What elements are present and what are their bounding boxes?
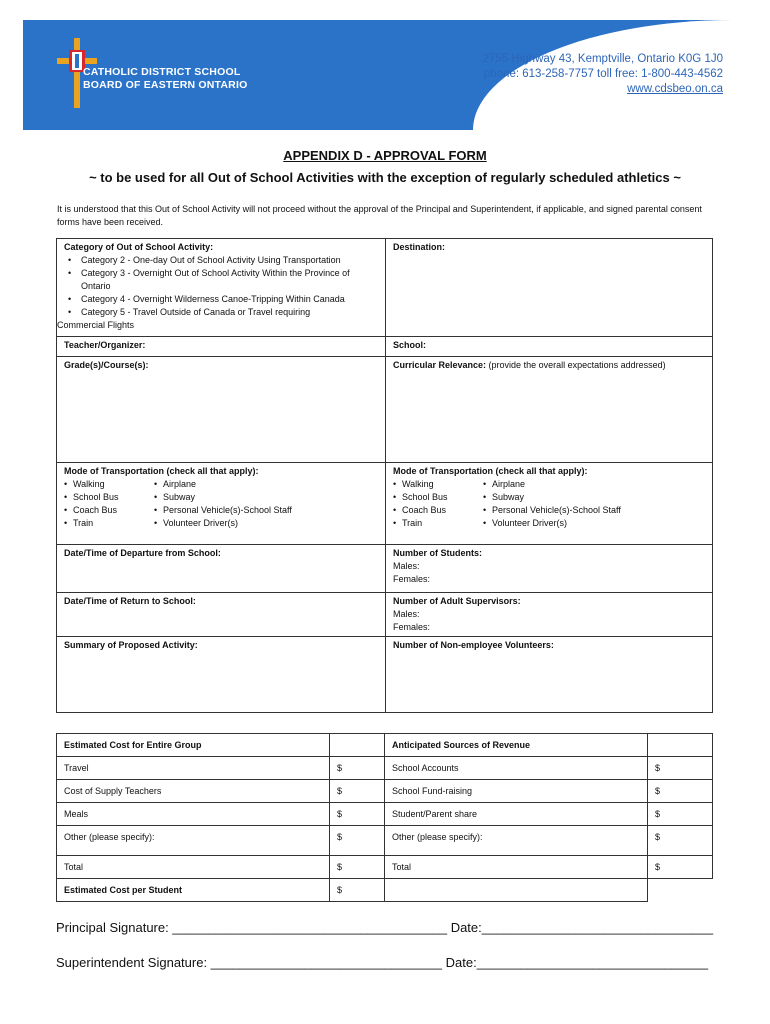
transport-option: • Personal Vehicle(s)-School Staff xyxy=(483,504,621,517)
revenue-amount-field[interactable]: $ xyxy=(648,826,713,856)
transport-cell-left[interactable]: Mode of Transportation (check all that apply): • Walking • School Bus • Coach Bus • Train • Airplane • Subway • Personal Vehicle(s)-School Staff • Volunteer Driver(s) xyxy=(57,463,386,545)
transport-option: • School Bus xyxy=(393,491,483,504)
summary-cell[interactable]: Summary of Proposed Activity: xyxy=(57,637,386,713)
revenue-label: Total xyxy=(385,856,648,879)
category-item: • Category 4 - Overnight Wilderness Canoe-Tripping Within Canada xyxy=(64,293,378,306)
revenue-label: School Fund-raising xyxy=(385,780,648,803)
transport-option: • Walking xyxy=(393,478,483,491)
cost-label: Other (please specify): xyxy=(57,826,330,856)
superintendent-signature-line[interactable]: Superintendent Signature: ________________________________ Date:________________________________ xyxy=(56,955,709,970)
cost-label: Meals xyxy=(57,803,330,826)
activity-details-table xyxy=(56,238,713,713)
cost-label: Travel xyxy=(57,757,330,780)
transport-option: • Volunteer Driver(s) xyxy=(483,517,621,530)
revenue-amount-field[interactable]: $ xyxy=(648,856,713,879)
revenue-amount-field[interactable]: $ xyxy=(648,803,713,826)
form-subtitle: ~ to be used for all Out of School Activities with the exception of regularly scheduled athletics ~ xyxy=(89,170,681,185)
transport-option: • School Bus xyxy=(64,491,154,504)
return-cell[interactable]: Date/Time of Return to School: xyxy=(57,593,386,637)
transport-cell-right[interactable]: Mode of Transportation (check all that apply): • Walking • School Bus • Coach Bus • Train • Airplane • Subway • Personal Vehicle(s)-School Staff • Volunteer Driver(s) xyxy=(386,463,713,545)
curricular-cell[interactable]: Curricular Relevance: (provide the overall expectations addressed) xyxy=(386,357,713,463)
cost-amount-field[interactable]: $ xyxy=(330,856,385,879)
transport-option: • Airplane xyxy=(483,478,621,491)
intro-text: It is understood that this Out of School Activity will not proceed without the approval of the Principal and Superintendent, if applicable, and signed parental consent forms have been received. xyxy=(57,204,702,227)
form-title: APPENDIX D - APPROVAL FORM xyxy=(283,148,487,163)
destination-cell[interactable]: Destination: xyxy=(386,239,713,337)
grades-cell[interactable]: Grade(s)/Course(s): xyxy=(57,357,386,463)
cost-header: Estimated Cost for Entire Group xyxy=(57,734,330,757)
category-item: • Category 3 - Overnight Out of School Activity Within the Province of Ontario xyxy=(64,267,378,293)
principal-signature-line[interactable]: Principal Signature: ______________________________________ Date:________________________________ xyxy=(56,920,714,935)
cost-amount-field[interactable]: $ xyxy=(330,826,385,856)
per-student-label: Estimated Cost per Student xyxy=(57,879,330,902)
board-name: CATHOLIC DISTRICT SCHOOL BOARD OF EASTERN ONTARIO xyxy=(83,66,248,91)
revenue-amount-field[interactable]: $ xyxy=(648,757,713,780)
category-cell[interactable]: Category of Out of School Activity: • Category 2 - One-day Out of School Activity Using Transportation • Category 3 - Overnight Out of School Activity Within the Province of Ontario • Category 4 - Overnight Wilderness Canoe-Tripping Within Canada • Category 5 - Travel Outside of Canada or Travel requiring Commercial Flights xyxy=(57,239,386,337)
cost-label: Total xyxy=(57,856,330,879)
revenue-label: Student/Parent share xyxy=(385,803,648,826)
transport-option: • Coach Bus xyxy=(64,504,154,517)
cost-label: Cost of Supply Teachers xyxy=(57,780,330,803)
volunteers-cell[interactable]: Number of Non-employee Volunteers: xyxy=(386,637,713,713)
letterhead xyxy=(23,20,747,130)
revenue-label: Other (please specify): xyxy=(385,826,648,856)
cost-amount-field[interactable]: $ xyxy=(330,803,385,826)
school-cell[interactable]: School: xyxy=(386,337,713,357)
address: 2755 Highway 43, Kemptville, Ontario K0G 1J0 xyxy=(482,53,723,65)
phone: phone: 613-258-7757 toll free: 1-800-443-4562 xyxy=(483,68,723,80)
revenue-label: School Accounts xyxy=(385,757,648,780)
website-link[interactable]: www.cdsbeo.on.ca xyxy=(627,83,723,95)
transport-option: • Personal Vehicle(s)-School Staff xyxy=(154,504,292,517)
revenue-amount-field[interactable]: $ xyxy=(648,780,713,803)
per-student-amount-field[interactable]: $ xyxy=(330,879,385,902)
adult-supervisors-cell[interactable]: Number of Adult Supervisors: Males: Females: xyxy=(386,593,713,637)
category-item: • Category 5 - Travel Outside of Canada or Travel requiring xyxy=(64,306,378,319)
transport-option: • Subway xyxy=(483,491,621,504)
teacher-cell[interactable]: Teacher/Organizer: xyxy=(57,337,386,357)
transport-option: • Subway xyxy=(154,491,292,504)
departure-cell[interactable]: Date/Time of Departure from School: xyxy=(57,545,386,593)
transport-option: • Train xyxy=(393,517,483,530)
cost-amount-field[interactable]: $ xyxy=(330,757,385,780)
transport-option: • Walking xyxy=(64,478,154,491)
category-list xyxy=(64,254,378,319)
transport-option: • Train xyxy=(64,517,154,530)
category-trail: Commercial Flights xyxy=(57,320,135,330)
category-item: • Category 2 - One-day Out of School Activity Using Transportation xyxy=(64,254,378,267)
students-cell[interactable]: Number of Students: Males: Females: xyxy=(386,545,713,593)
contact-block xyxy=(483,52,723,97)
cost-amount-field[interactable]: $ xyxy=(330,780,385,803)
transport-option: • Volunteer Driver(s) xyxy=(154,517,292,530)
transport-option: • Coach Bus xyxy=(393,504,483,517)
revenue-header: Anticipated Sources of Revenue xyxy=(385,734,648,757)
cost-table xyxy=(56,733,713,902)
transport-option: • Airplane xyxy=(154,478,292,491)
